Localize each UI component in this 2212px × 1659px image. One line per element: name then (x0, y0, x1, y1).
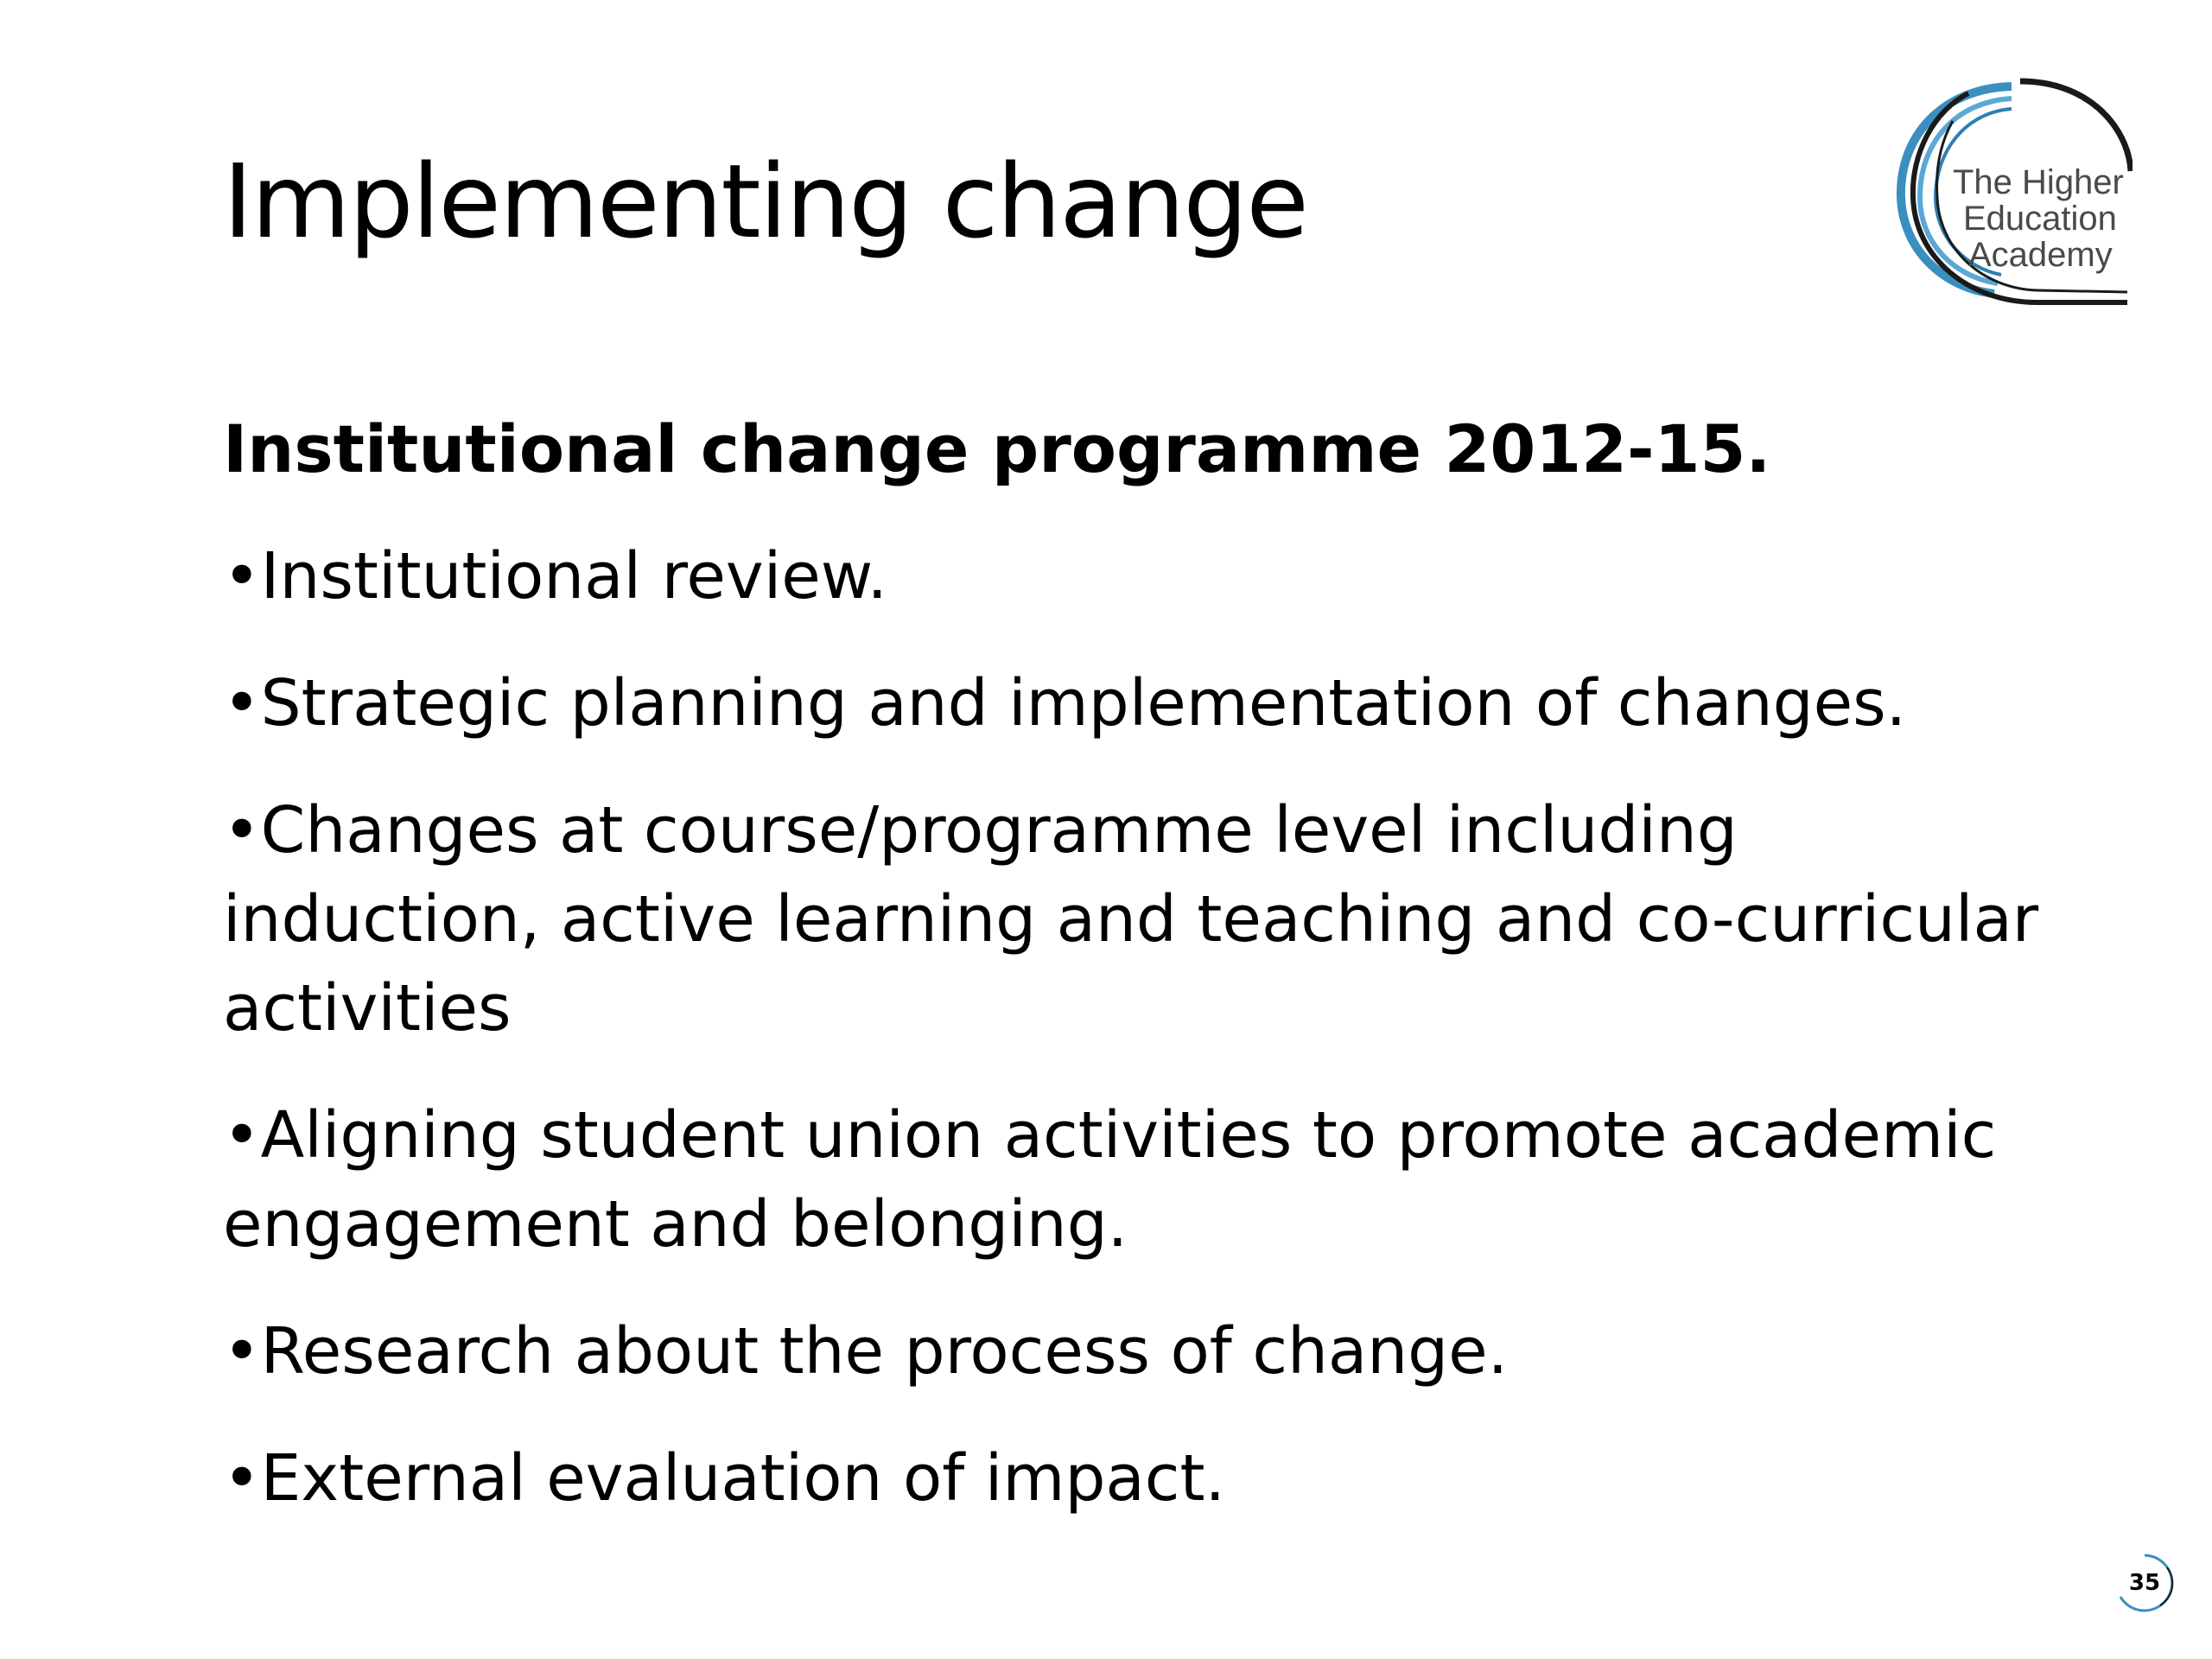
logo-line-3: Academy (1968, 236, 2113, 274)
bullet-item (223, 1091, 2072, 1269)
bullet-text: Research about the process of change. (260, 1314, 1509, 1389)
bullet-item (223, 786, 2072, 1053)
bullet-text: External evaluation of impact. (260, 1441, 1225, 1516)
page-number-badge (2113, 1552, 2176, 1614)
bullet-dot: • (223, 793, 261, 868)
bullet-item (223, 659, 2072, 748)
bullet-item (223, 1434, 2072, 1523)
bullet-text: Aligning student union activities to promote academic engagement and belonging. (223, 1098, 1997, 1262)
bullet-text: Strategic planning and implementation of changes. (260, 666, 1907, 741)
higher-education-academy-logo (1882, 76, 2133, 309)
bullet-item (223, 1307, 2072, 1396)
bullet-dot: • (223, 1441, 261, 1516)
bullet-dot: • (223, 666, 261, 741)
slide-body (223, 406, 2072, 1561)
page-number: 35 (2128, 1570, 2161, 1596)
bullet-dot: • (223, 1314, 261, 1389)
logo-line-1: The Higher (1953, 163, 2124, 201)
logo-graphic (1882, 76, 2133, 309)
slide-subheading: Institutional change programme 2012-15. (223, 410, 1771, 487)
slide-title: Implementing change (223, 142, 1307, 261)
bullet-text: Changes at course/programme level including induction, active learning and teaching and co-curricular activities (223, 793, 2039, 1046)
bullet-dot: • (223, 539, 261, 613)
bullet-item (223, 532, 2072, 621)
bullet-dot: • (223, 1098, 261, 1173)
bullet-text: Institutional review. (260, 539, 888, 613)
logo-line-2: Education (1963, 200, 2117, 238)
